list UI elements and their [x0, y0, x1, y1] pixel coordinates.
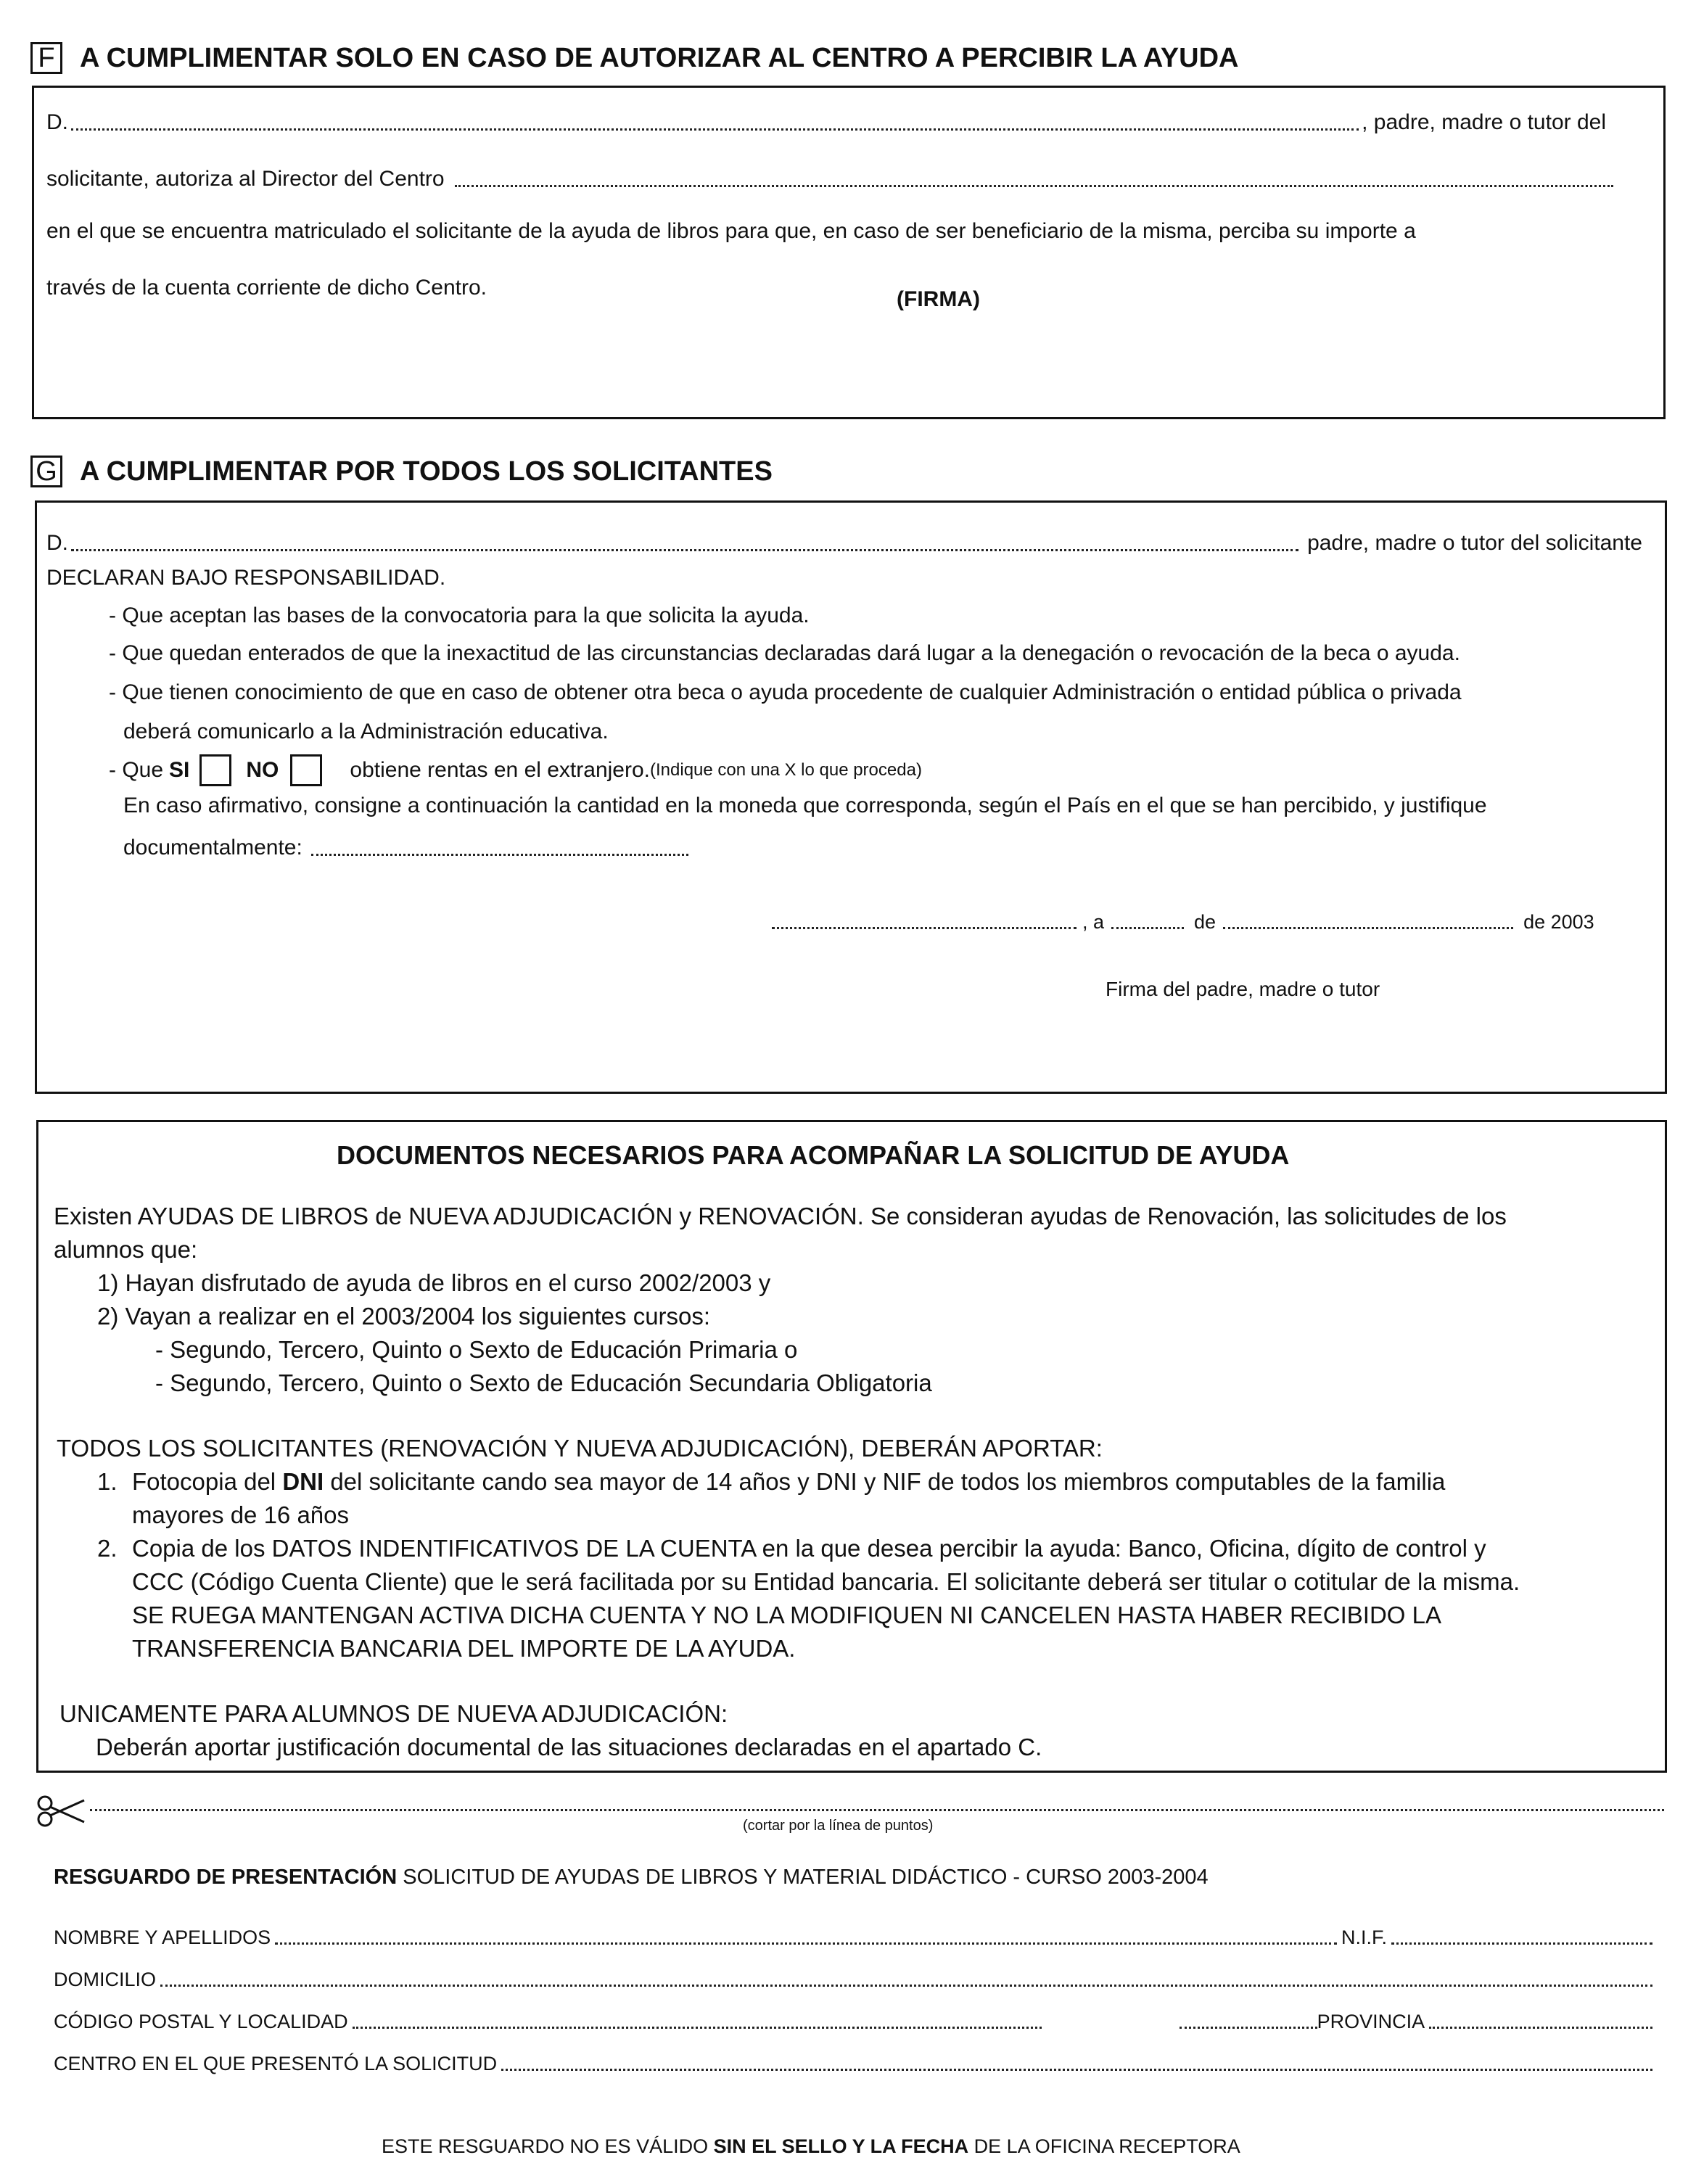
declaration-item-2: - Que quedan enterados de que la inexactitud de las circunstancias declaradas dará lugar a la denegación o revocación de la beca o ayuda. — [109, 641, 1460, 665]
req-1-post: del solicitante cando sea mayor de 14 años y DNI y NIF de todos los miembros computables de la familia — [324, 1468, 1446, 1495]
section-f-title — [30, 42, 1238, 74]
unicamente-heading: UNICAMENTE PARA ALUMNOS DE NUEVA ADJUDICACIÓN: — [59, 1700, 728, 1727]
domicilio-label: DOMICILIO — [54, 1969, 157, 1990]
declarant-dotted-field[interactable] — [71, 549, 1298, 551]
cp-label: CÓDIGO POSTAL Y LOCALIDAD — [54, 2011, 348, 2032]
section-f-box — [32, 86, 1666, 419]
section-g-line1 — [46, 531, 1642, 556]
req-2-line-c: SE RUEGA MANTENGAN ACTIVA DICHA CUENTA Y NO LA MODIFIQUEN NI CANCELEN HASTA HABER RECIBIDO LA — [132, 1602, 1442, 1628]
declaration-item-1: - Que aceptan las bases de la convocatoria para la que solicita la ayuda. — [109, 603, 810, 627]
req-2-line-a: Copia de los DATOS INDENTIFICATIVOS DE LA CUENTA en la que desea percibir la ayuda: Banco, Oficina, dígito de control y — [132, 1535, 1486, 1562]
doc-intro-a: Existen AYUDAS DE LIBROS de NUEVA ADJUDICACIÓN y RENOVACIÓN. Se consideran ayudas de Renovación, las solicitudes de los — [54, 1203, 1507, 1229]
renov-condition-2: 2) Vayan a realizar en el 2003/2004 los siguientes cursos: — [97, 1303, 711, 1330]
declaration-item-4 — [109, 754, 922, 786]
documents-title: DOCUMENTOS NECESARIOS PARA ACOMPAÑAR LA SOLICITUD DE AYUDA — [337, 1140, 1290, 1170]
d-label: D. — [46, 531, 68, 555]
documentalmente-label: documentalmente: — [123, 836, 302, 860]
declaran-label: DECLARAN BAJO RESPONSABILIDAD. — [46, 566, 446, 590]
doc-intro-b: alumnos que: — [54, 1236, 198, 1263]
receipt-domicilio-row — [54, 1969, 1652, 1991]
centro-dotted-field[interactable] — [455, 185, 1613, 187]
provincia-label: PROVINCIA — [1317, 2011, 1425, 2032]
req-2-line-d: TRANSFERENCIA BANCARIA DEL IMPORTE DE LA AYUDA. — [132, 1635, 796, 1662]
receipt-nombre-row — [54, 1927, 1652, 1949]
section-f-heading: A CUMPLIMENTAR SOLO EN CASO DE AUTORIZAR AL CENTRO A PERCIBIR LA AYUDA — [80, 42, 1239, 73]
renov-condition-1: 1) Hayan disfrutado de ayuda de libros en el curso 2002/2003 y — [97, 1269, 771, 1296]
d-label: D. — [46, 110, 68, 134]
req-1-pre: Fotocopia del — [132, 1468, 283, 1495]
name-dotted-field[interactable] — [71, 128, 1359, 131]
cut-dotted-line — [90, 1809, 1664, 1811]
receipt-cp-row — [54, 2011, 1652, 2033]
receipt-title — [54, 1866, 1209, 1890]
renov-course-primaria: - Segundo, Tercero, Quinto o Sexto de Educación Primaria o — [155, 1336, 798, 1363]
section-g-title — [30, 456, 773, 487]
centro-label: CENTRO EN EL QUE PRESENTÓ LA SOLICITUD — [54, 2053, 498, 2074]
scissors-icon — [36, 1793, 87, 1829]
centro-dotted-field[interactable] — [501, 2069, 1652, 2071]
receipt-centro-row — [54, 2053, 1652, 2075]
indique-note: (Indique con una X lo que proceda) — [650, 760, 922, 780]
section-g-letter: G — [30, 456, 62, 487]
si-label: SI — [169, 758, 190, 782]
a-label: , a — [1082, 911, 1105, 933]
rentas-text: obtiene rentas en el extranjero. — [350, 758, 650, 782]
req-1-line-a — [132, 1468, 1445, 1496]
nombre-dotted-field[interactable] — [275, 1942, 1337, 1945]
afirmativo-line-b — [123, 836, 688, 860]
director-label: solicitante, autoriza al Director del Centro — [46, 167, 445, 191]
amount-dotted-field[interactable] — [311, 854, 688, 856]
todos-heading: TODOS LOS SOLICITANTES (RENOVACIÓN Y NUEVA ADJUDICACIÓN), DEBERÁN APORTAR: — [57, 1435, 1103, 1462]
section-f-line1 — [46, 110, 1606, 135]
provincia-dotted-field[interactable] — [1429, 2027, 1652, 2029]
section-g-heading: A CUMPLIMENTAR POR TODOS LOS SOLICITANTES — [80, 456, 773, 487]
nombre-label: NOMBRE Y APELLIDOS — [54, 1927, 271, 1948]
nif-dotted-field[interactable] — [1391, 1942, 1652, 1945]
provincia-pre-dots — [1180, 2027, 1317, 2029]
month-dotted-field[interactable] — [1223, 927, 1513, 929]
nif-label: N.I.F. — [1341, 1927, 1387, 1948]
renov-course-secundaria: - Segundo, Tercero, Quinto o Sexto de Educación Secundaria Obligatoria — [155, 1369, 932, 1396]
afirmativo-text-a: En caso afirmativo, consigne a continuación la cantidad en la moneda que corresponda, según el País en el que se han percibido, y justifique — [123, 794, 1487, 817]
section-f-line3: en el que se encuentra matriculado el solicitante de la ayuda de libros para que, en caso de ser beneficiario de la misma, perciba su importe a — [46, 219, 1416, 243]
no-label: NO — [246, 758, 279, 782]
req-1-number: 1. — [97, 1468, 118, 1495]
receipt-footer — [382, 2135, 1240, 2158]
day-dotted-field[interactable] — [1111, 927, 1184, 929]
cut-note: (cortar por la línea de puntos) — [743, 1818, 934, 1834]
section-f-letter: F — [30, 42, 62, 74]
req-1-dni: DNI — [282, 1468, 324, 1495]
footer-a: ESTE RESGUARDO NO ES VÁLIDO — [382, 2135, 714, 2157]
declaration-item-3a: - Que tienen conocimiento de que en caso de obtener otra beca o ayuda procedente de cualquier Administración o entidad pública o privada — [109, 680, 1462, 704]
domicilio-dotted-field[interactable] — [160, 1985, 1652, 1987]
receipt-title-bold: RESGUARDO DE PRESENTACIÓN — [54, 1866, 398, 1889]
que-label: - Que — [109, 758, 164, 782]
receipt-title-rest: SOLICITUD DE AYUDAS DE LIBROS Y MATERIAL DIDÁCTICO - CURSO 2003-2004 — [397, 1866, 1209, 1889]
parent-label: padre, madre o tutor del solicitante — [1307, 531, 1642, 555]
si-checkbox[interactable] — [199, 754, 231, 786]
unicamente-text: Deberán aportar justificación documental de las situaciones declaradas en el apartado C. — [96, 1734, 1042, 1760]
section-f-line2 — [46, 167, 1613, 191]
parent-label: , padre, madre o tutor del — [1362, 110, 1606, 134]
place-dotted-field[interactable] — [772, 927, 1077, 929]
year-label: de 2003 — [1523, 911, 1594, 933]
firma-label: Firma del padre, madre o tutor — [1106, 978, 1380, 1000]
place-date-line — [772, 911, 1623, 934]
footer-c: DE LA OFICINA RECEPTORA — [968, 2135, 1240, 2157]
cp-dotted-field[interactable] — [353, 2027, 1042, 2029]
req-1-line-b: mayores de 16 años — [132, 1501, 350, 1528]
declaration-item-3b: deberá comunicarlo a la Administración educativa. — [123, 720, 609, 743]
de-label: de — [1194, 911, 1217, 933]
req-2-number: 2. — [97, 1535, 118, 1562]
no-checkbox[interactable] — [290, 754, 322, 786]
req-2-line-b: CCC (Código Cuenta Cliente) que le será facilitada por su Entidad bancaria. El solicitante deberá ser titular o cotitular de la misma. — [132, 1568, 1520, 1595]
footer-b: SIN EL SELLO Y LA FECHA — [713, 2135, 969, 2157]
section-f-firma: (FIRMA) — [897, 287, 980, 311]
section-f-line4: través de la cuenta corriente de dicho Centro. — [46, 276, 487, 300]
